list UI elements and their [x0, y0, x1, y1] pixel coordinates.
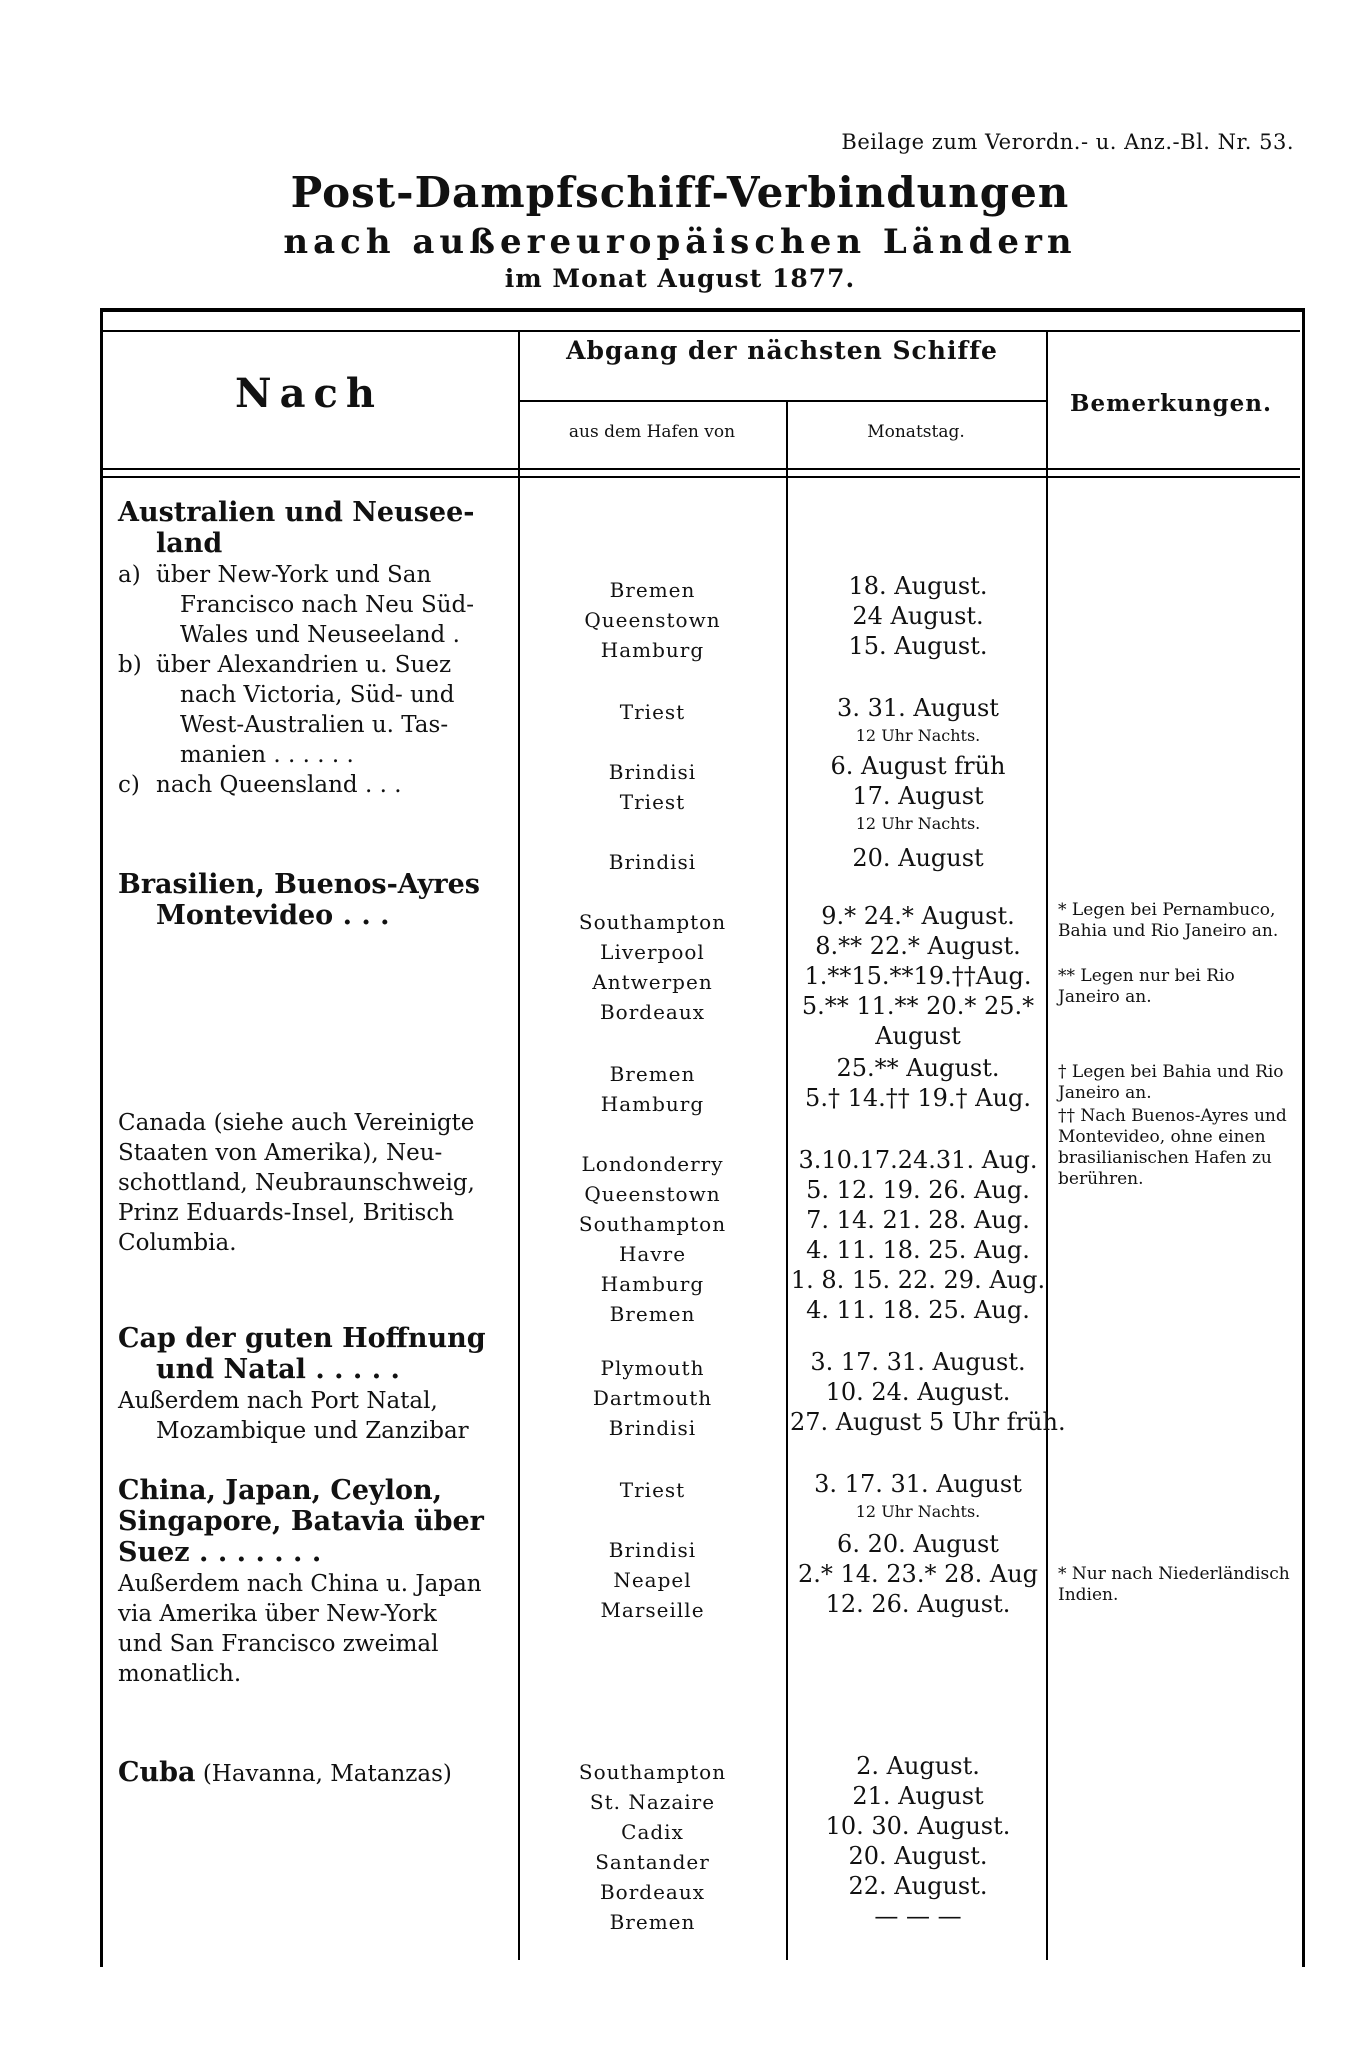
date-cell: 17. August — [852, 782, 984, 810]
route-text: Francisco nach Neu Süd- — [180, 592, 475, 618]
destination-cuba — [118, 1758, 452, 1789]
destination-china — [118, 1476, 484, 1689]
route-text: Wales und Neuseeland . — [180, 622, 460, 648]
header-top-rule — [100, 330, 1300, 332]
destination-text: Außerdem nach Port Natal, — [118, 1388, 438, 1414]
date-cell: 20. August — [852, 844, 984, 872]
port-cell: Brindisi — [608, 1538, 697, 1562]
date-note: 12 Uhr Nachts. — [855, 1502, 981, 1521]
port-cell: Santander — [595, 1850, 710, 1874]
date-cell: 3. 17. 31. August — [814, 1470, 1022, 1498]
page-title: Post-Dampfschiff-Verbindungen — [290, 168, 1070, 217]
date-cell: 4. 11. 18. 25. Aug. — [806, 1236, 1030, 1264]
port-cell: Plymouth — [600, 1356, 705, 1380]
date-cell: 7. 14. 21. 28. Aug. — [806, 1206, 1030, 1234]
date-cell: 20. August. — [848, 1842, 988, 1870]
date-cell: 27. August 5 Uhr früh. — [790, 1408, 1066, 1436]
port-cell: Bremen — [609, 1302, 696, 1326]
port-cell: Southampton — [578, 1212, 727, 1236]
destination-text: monatlich. — [118, 1661, 242, 1687]
destination-canada — [118, 1108, 475, 1258]
header-bottom-rule — [100, 468, 1300, 470]
date-cell: August — [875, 1022, 961, 1050]
port-cell: Bremen — [609, 1062, 696, 1086]
port-cell: Southampton — [578, 910, 727, 934]
route-text: nach Victoria, Süd- und — [180, 682, 455, 708]
header-bemerkungen: Bemerkungen. — [1070, 390, 1272, 417]
port-cell: Queenstown — [584, 1182, 721, 1206]
header-hafen: aus dem Hafen von — [568, 422, 736, 442]
destination-text: Mozambique und Zanzibar — [156, 1418, 469, 1444]
date-cell: 21. August — [852, 1782, 984, 1810]
date-cell: 8.** 22.* August. — [815, 932, 1021, 960]
destination-text: Außerdem nach China u. Japan — [118, 1571, 482, 1597]
destination-title: Cuba — [118, 1757, 196, 1788]
date-cell: 3. 17. 31. August. — [810, 1348, 1026, 1376]
port-cell: Bremen — [609, 578, 696, 602]
date-cell: 15. August. — [848, 632, 988, 660]
destination-text: via Amerika über New-York — [118, 1601, 437, 1627]
remark: * Legen bei Pernambuco, Bahia und Rio Janeiro an. — [1058, 900, 1279, 941]
destination-text: (Havanna, Matanzas) — [202, 1761, 452, 1787]
port-cell: Brindisi — [608, 1416, 697, 1440]
date-cell: 12. 26. August. — [825, 1590, 1011, 1618]
route-label: b) — [118, 652, 142, 678]
header-sub-rule — [518, 400, 1046, 402]
remark: ** Legen nur bei Rio Janeiro an. — [1058, 966, 1235, 1007]
destination-title: und Natal . . . . . — [156, 1354, 400, 1385]
date-cell: 6. 20. August — [837, 1530, 999, 1558]
port-cell: Hamburg — [600, 638, 705, 662]
date-cell: 25.** August. — [836, 1054, 1000, 1082]
port-cell: Dartmouth — [592, 1386, 713, 1410]
date-cell: 22. August. — [848, 1872, 988, 1900]
destination-text: schottland, Neubraunschweig, — [118, 1170, 475, 1196]
column-divider — [786, 400, 788, 1960]
port-cell: Liverpool — [600, 940, 705, 964]
destination-title: Montevideo . . . — [156, 900, 390, 931]
column-divider — [518, 330, 520, 1960]
date-cell: 10. 24. August. — [825, 1378, 1011, 1406]
date-cell: 5.† 14.†† 19.† Aug. — [805, 1084, 1031, 1112]
date-cell: 10. 30. August. — [825, 1812, 1011, 1840]
route-label: c) — [118, 772, 140, 798]
date-cell: 3.10.17.24.31. Aug. — [798, 1146, 1038, 1174]
destination-text: Staaten von Amerika), Neu- — [118, 1140, 443, 1166]
date-cell: 9.* 24.* August. — [821, 902, 1015, 930]
supplement-note: Beilage zum Verordn.- u. Anz.-Bl. Nr. 53. — [841, 130, 1294, 154]
destination-cap — [118, 1324, 486, 1446]
date-cell: 1.**15.**19.††Aug. — [804, 962, 1032, 990]
port-cell: Triest — [619, 790, 686, 814]
destination-brasilien — [118, 870, 480, 932]
date-cell: 6. August früh — [830, 752, 1006, 780]
port-cell: Queenstown — [584, 608, 721, 632]
date-cell: 2. August. — [856, 1752, 980, 1780]
destination-text: und San Francisco zweimal — [118, 1631, 439, 1657]
month-line: im Monat August 1877. — [504, 264, 856, 293]
port-cell: Bordeaux — [599, 1000, 706, 1024]
port-cell: Triest — [619, 1478, 686, 1502]
port-cell: Cadix — [621, 1820, 684, 1844]
port-cell: Brindisi — [608, 760, 697, 784]
port-cell: Antwerpen — [592, 970, 713, 994]
port-cell: Triest — [619, 700, 686, 724]
remark: †† Nach Buenos-Ayres und Montevideo, ohne einen brasilianischen Hafen zu berühren. — [1058, 1106, 1287, 1189]
port-cell: Bordeaux — [599, 1880, 706, 1904]
date-note: 12 Uhr Nachts. — [855, 726, 981, 745]
destination-text: Canada (siehe auch Vereinigte — [118, 1110, 475, 1136]
date-cell: 2.* 14. 23.* 28. Aug — [797, 1560, 1039, 1588]
header-bottom-rule — [100, 476, 1300, 478]
route-text: über Alexandrien u. Suez — [156, 652, 452, 678]
date-cell: 3. 31. August — [837, 694, 999, 722]
header-monatstag: Monatstag. — [867, 422, 965, 442]
date-cell: 5. 12. 19. 26. Aug. — [806, 1176, 1030, 1204]
date-cell: 18. August. — [848, 572, 988, 600]
page-subtitle: nach außereuropäischen Ländern — [283, 222, 1077, 262]
date-cell: 24 August. — [852, 602, 984, 630]
destination-text: Prinz Eduards-Insel, Britisch — [118, 1200, 455, 1226]
date-cell: 1. 8. 15. 22. 29. Aug. — [790, 1266, 1046, 1294]
route-text: über New-York und San — [156, 562, 432, 588]
route-text: West-Australien u. Tas- — [180, 712, 449, 738]
date-note: 12 Uhr Nachts. — [855, 814, 981, 833]
destination-title: land — [156, 528, 223, 559]
port-cell: St. Nazaire — [589, 1790, 716, 1814]
remark: * Nur nach Niederländisch Indien. — [1058, 1564, 1290, 1605]
port-cell: Southampton — [578, 1760, 727, 1784]
port-cell: Hamburg — [600, 1092, 705, 1116]
column-divider — [1046, 330, 1048, 1960]
port-cell: Londonderry — [581, 1152, 724, 1176]
route-label: a) — [118, 562, 141, 588]
destination-title: Australien und Neusee- — [118, 497, 475, 528]
destination-australien — [118, 498, 474, 800]
route-text: nach Queensland . . . — [156, 772, 402, 798]
port-cell: Marseille — [600, 1598, 705, 1622]
port-cell: Neapel — [613, 1568, 692, 1592]
port-cell: Hamburg — [600, 1272, 705, 1296]
destination-title: Singapore, Batavia über — [118, 1506, 484, 1537]
date-cell: — — — — [874, 1902, 962, 1930]
port-cell: Bremen — [609, 1910, 696, 1934]
date-cell: 4. 11. 18. 25. Aug. — [806, 1296, 1030, 1324]
destination-title: Suez . . . . . . . — [118, 1537, 322, 1568]
remark: † Legen bei Bahia und Rio Janeiro an. — [1058, 1062, 1284, 1103]
header-abgang: Abgang der nächsten Schiffe — [566, 336, 998, 365]
date-cell: 5.** 11.** 20.* 25.* — [801, 992, 1035, 1020]
route-text: manien . . . . . . — [180, 742, 354, 768]
destination-title: China, Japan, Ceylon, — [118, 1475, 443, 1506]
destination-text: Columbia. — [118, 1230, 237, 1256]
header-nach: Nach — [235, 370, 383, 417]
port-cell: Havre — [618, 1242, 687, 1266]
destination-title: Cap der guten Hoffnung — [118, 1323, 486, 1354]
port-cell: Brindisi — [608, 850, 697, 874]
destination-title: Brasilien, Buenos-Ayres — [118, 869, 480, 900]
